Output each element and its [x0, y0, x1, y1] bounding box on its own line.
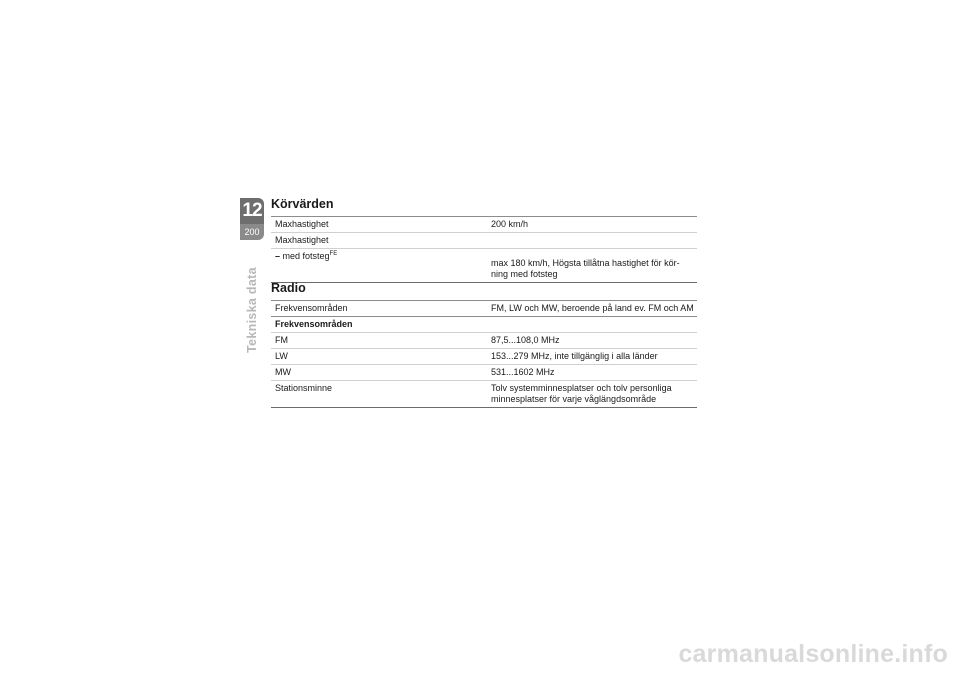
chapter-tab: [240, 198, 264, 240]
table-row: [271, 317, 697, 333]
chapter-title: Tekniska data: [245, 267, 259, 353]
row-label: LW: [271, 349, 487, 365]
table-row: [271, 233, 697, 249]
table-row: [271, 381, 697, 408]
watermark: carmanualsonline.info: [678, 640, 948, 668]
group-heading: Frekvensområden: [271, 317, 697, 333]
table-row: [271, 349, 697, 365]
row-label: MW: [271, 365, 487, 381]
korvarden-table: [271, 216, 697, 283]
dash-marker: –: [275, 251, 281, 261]
row-value: 531...1602 MHz: [487, 365, 697, 381]
footnote-marker: FE: [329, 251, 338, 257]
table-row: [271, 301, 697, 317]
row-label: FM: [271, 333, 487, 349]
row-value: max 180 km/h, Högsta tillåtna hastighet för kör-ning med fotsteg: [487, 249, 697, 283]
row-label: [271, 249, 487, 283]
radio-table: [271, 300, 697, 408]
row-value: 87,5...108,0 MHz: [487, 333, 697, 349]
row-label: Stationsminne: [271, 381, 487, 408]
table-row: [271, 217, 697, 233]
row-value: Tolv systemminnesplatser och tolv personliga minnesplatser för varje våglängdsområde: [487, 381, 697, 408]
table-row: [271, 333, 697, 349]
row-value: [487, 233, 697, 249]
row-label-text: med fotsteg: [280, 251, 330, 261]
row-value: FM, LW och MW, beroende på land ev. FM och AM: [491, 303, 694, 313]
radio-section: [271, 281, 697, 408]
row-value: 200 km/h: [491, 219, 529, 229]
row-label: Maxhastighet: [271, 233, 487, 249]
table-row: [271, 365, 697, 381]
chapter-number: 12: [240, 198, 264, 224]
row-label: Frekvensområden: [275, 303, 348, 313]
row-label: Maxhastighet: [275, 219, 329, 229]
korvarden-section: [271, 197, 697, 283]
row-value: 153...279 MHz, inte tillgänglig i alla länder: [487, 349, 697, 365]
table-row: [271, 249, 697, 283]
radio-title: Radio: [271, 281, 306, 295]
korvarden-title: Körvärden: [271, 197, 334, 211]
page-number: 200: [244, 227, 260, 237]
